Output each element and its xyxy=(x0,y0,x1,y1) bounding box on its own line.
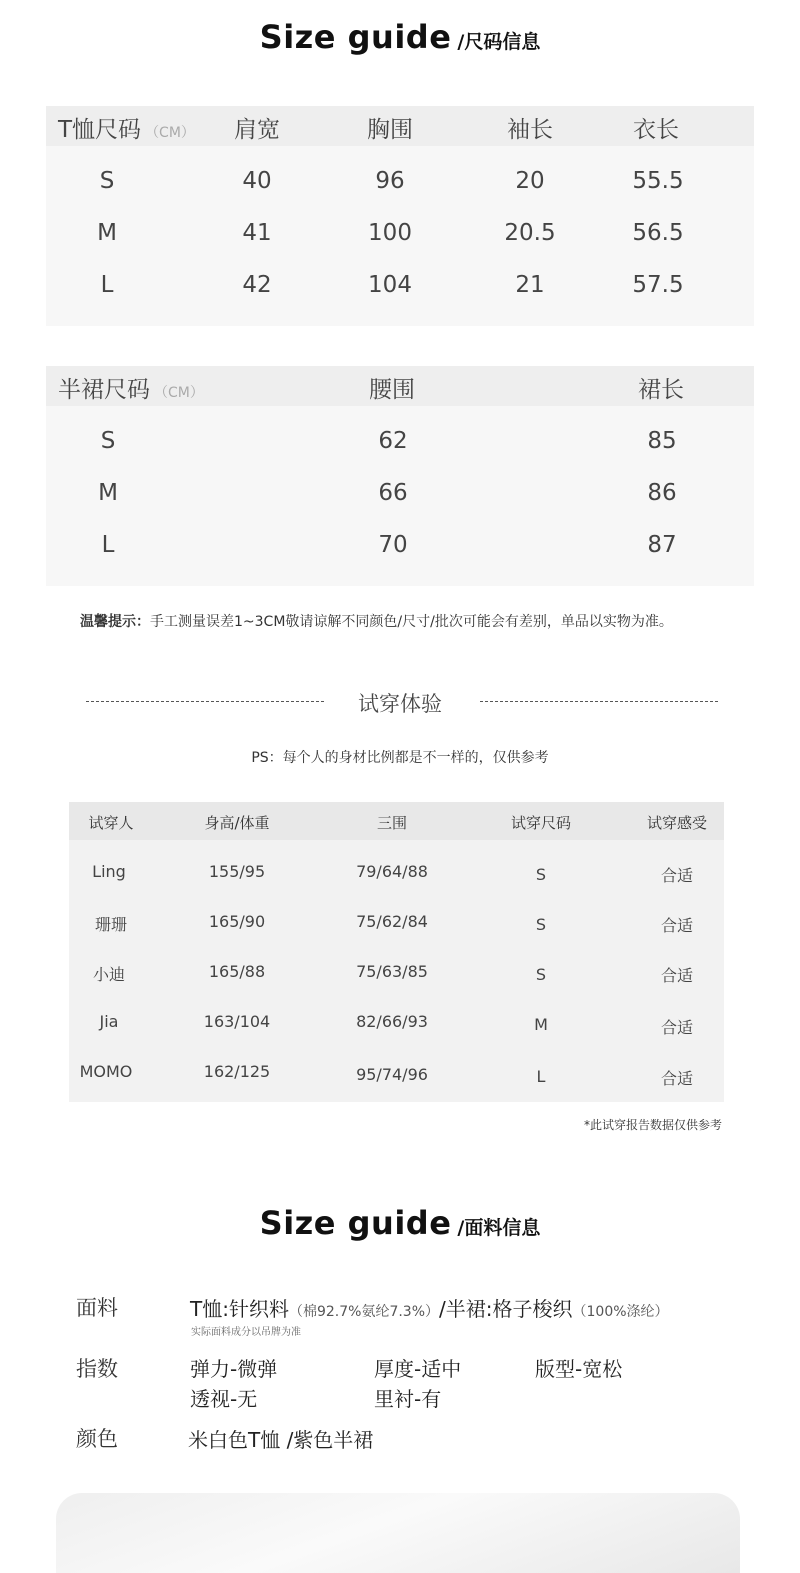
column-header: 身高/体重 xyxy=(204,814,270,832)
size-guide-title: Size guide /尺码信息 xyxy=(259,18,541,56)
tryon-title: 试穿体验 xyxy=(358,692,442,716)
color-label: 颜色 xyxy=(76,1427,118,1451)
tryon-table: 试穿人 身高/体重 三围 试穿尺码 试穿感受 Ling 155/95 79/64/88 S 合适 珊珊 165/90 75/62/84 S 合适 小迪 165/88 75/63/85 S 合适 Jia 163/104 82/66/93 M 合适 MOMO 162/125 95/74/96 L 合适 xyxy=(69,802,724,1102)
index-item: 弹力-微弹 xyxy=(190,1357,278,1381)
tshirt-size-label: T恤尺码 （CM） xyxy=(58,117,195,143)
column-header: 袖长 xyxy=(507,117,553,143)
index-item: 版型-宽松 xyxy=(535,1357,623,1381)
tryon-disclaimer: *此试穿报告数据仅供参考 xyxy=(583,1118,722,1132)
column-header: 试穿尺码 xyxy=(510,814,572,832)
column-header: 腰围 xyxy=(369,377,415,403)
product-photo xyxy=(56,1493,740,1573)
measurement-tip: 温馨提示：手工测量误差1~3CM敬请谅解不同颜色/尺寸/批次可能会有差别，单品以实物为准。 xyxy=(80,614,673,630)
column-header: 试穿人 xyxy=(88,814,134,832)
column-header: 裙长 xyxy=(638,377,684,403)
column-header: 三围 xyxy=(376,814,408,832)
fabric-composition: T恤:针织料（棉92.7%氨纶7.3%）/半裙:格子梭织（100%涤纶） xyxy=(190,1297,669,1321)
skirt-size-table: 半裙尺码 （CM） 腰围 裙长 S 62 85 M 66 86 L 70 87 xyxy=(46,366,754,586)
column-header: 试穿感受 xyxy=(646,814,708,832)
color-value: 米白色T恤 /紫色半裙 xyxy=(188,1428,374,1452)
tryon-table-header xyxy=(69,802,724,840)
index-item: 厚度-适中 xyxy=(374,1357,462,1381)
divider-right xyxy=(480,701,718,702)
index-item: 透视-无 xyxy=(190,1387,258,1411)
skirt-table-header xyxy=(46,366,754,406)
tryon-ps-note: PS：每个人的身材比例都是不一样的，仅供参考 xyxy=(251,750,549,766)
tshirt-size-table: T恤尺码 （CM） 肩宽 胸围 袖长 衣长 S 40 96 20 55.5 M 41 100 20.5 56.5 L 42 104 21 57.5 xyxy=(46,106,754,326)
tshirt-table-header xyxy=(46,106,754,146)
fabric-label: 面料 xyxy=(76,1296,118,1320)
index-label: 指数 xyxy=(76,1357,118,1381)
column-header: 胸围 xyxy=(367,117,413,143)
fabric-guide-title: Size guide /面料信息 xyxy=(259,1204,541,1242)
fabric-note: 实际面料成分以吊牌为准 xyxy=(191,1327,301,1338)
column-header: 肩宽 xyxy=(234,117,280,143)
index-item: 里衬-有 xyxy=(374,1387,442,1411)
skirt-size-label: 半裙尺码 （CM） xyxy=(58,377,204,403)
column-header: 衣长 xyxy=(633,117,679,143)
